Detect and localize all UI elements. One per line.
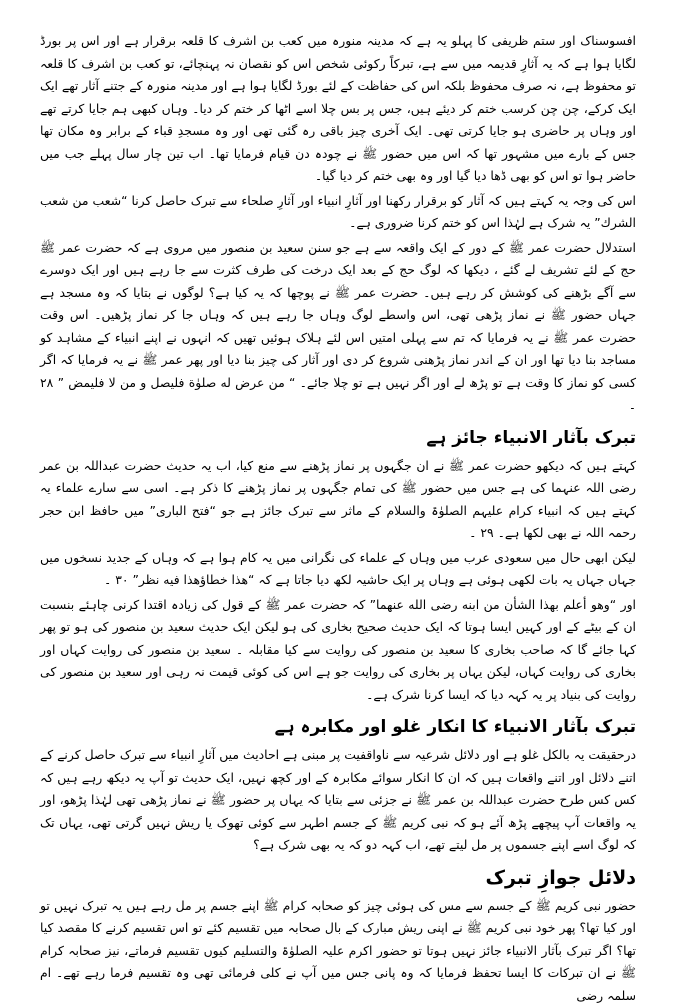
paragraph: اس کی وجہ یہ کہتے ہیں کہ آثار کو برقرار رکھنا اور آثارِ انبیاء اور آثارِ صلحاء سے تبرک حاصل کرنا “شعب من شعب الشرك” یہ شرک ہے لہٰذا اس کو ختم کرنا ضروری ہے۔ xyxy=(40,190,636,235)
paragraph: حضور نبی کریم ﷺ کے جسم سے مس کی ہوئی چیز کو صحابہ کرام ﷺ اپنے جسم پر مل رہے ہیں یہ تبرک نہیں تو اور کیا تھا؟ پھر خود نبی کریم ﷺ نے اپنی ریش مبارک کے بال صحابہ میں تقسیم کئے تو اس تقسیم کرنے کا مقصد کیا تھا؟ اگر تبرک بآثار الانبیاء جائز نہیں ہوتا تو حضور اکرم علیہ الصلوٰۃ والتسلیم کیوں تقسیم فرماتے، نیز صحابہ کرام ﷺ نے ان تبرکات کا ایسا تحفظ فرمایا کہ وہ پانی جس میں آپ نے کلی فرمائی تھی وہ تقسیم فرما رہے تھے۔ ام سلمہ رضی xyxy=(40,895,636,1007)
paragraph: کہتے ہیں کہ دیکھو حضرت عمر ﷺ نے ان جگہوں پر نماز پڑھنے سے منع کیا، اب یہ حدیث حضرت عبداللہ بن عمر رضی اللہ عنہما کی ہے جس میں حضور ﷺ کی تمام جگہوں پر نماز پڑھنے کا ذکر ہے۔ اسی سے سارے علماء یہ کہتے ہیں کہ انبیاء کرام علیہم الصلوٰۃ والسلام کے ماثر سے تبرک جائز ہے جو “فتح الباری” میں حافظ ابن حجر رحمہ اللہ نے بھی لکھا ہے۔ ۲۹ ۔ xyxy=(40,455,636,545)
paragraph: درحقیقت یہ بالکل غلو ہے اور دلائل شرعیہ سے ناواقفیت پر مبنی ہے احادیث میں آثارِ انبیاء سے تبرک حاصل کرنے کے اتنے دلائل اور اتنے واقعات ہیں کہ ان کا انکار سوائے مکابرہ کے اور کچھ نہیں، ایک حدیث تو آپ یہ دیکھ رہے ہیں کہ کس کس طرح حضرت عبداللہ بن عمر ﷺ نے جزئی سے بتایا کہ یہاں پر حضور ﷺ نے نماز پڑھی تھی لہٰذا پڑھو، اور یہ واقعات آپ پیچھے پڑھ آئے ہو کہ نبی کریم ﷺ کے جسم اطہر سے کوئی تھوک یا ریش نہیں گرتی تھی، یہاں تک کہ لوگ اسے اپنے جسموں پر مل لیتے تھے، اب کہہ دو کہ یہ بھی شرک ہے؟ xyxy=(40,744,636,857)
section-heading: دلائل جوازِ تبرک xyxy=(40,863,636,893)
section-heading: تبرک بآثار الانبیاء جائز ہے xyxy=(40,423,636,453)
paragraph: اور “وهو أعلم بهذا الشأن من ابنه رضى الله عنهما” کہ حضرت عمر ﷺ کے قول کی زیادہ اقتدا کرنی چاہئے بنسبت ان کے بیٹے کے اور کہیں ایسا ہوتا کہ ایک حدیث صحیح بخاری کی ہو لیکن ایک حدیث سعید بن منصور کی ہو تو پھر کہا جائے گا کہ صاحب بخاری کا سعید بن منصور کی روایت سے کیا مقابلہ ۔ سعید بن منصور کی روایت کہاں اور بخاری کی روایت کہاں، لیکن یہاں پر بخاری کی روایت جو ہے اس کی کوئی قیمت نہ رہی اور سعید بن منصور کی روایت کی بنیاد پر یہ کہہ دیا کہ ایسا کرنا شرک ہے۔ xyxy=(40,594,636,707)
paragraph: افسوسناک اور ستم ظریفی کا پہلو یہ ہے کہ مدینہ منورہ میں کعب بن اشرف کا قلعہ برقرار ہے اور اس پر بورڈ لگایا ہوا ہے کہ یہ آثارِ قدیمہ میں سے ہے، تبرکاً رکوئی شخص اس کو نقصان نہ پہنچائے، تو کعب بن اشرف کا قلعہ تو محفوظ ہے، نہ صرف محفوظ بلکہ اس کی حفاظت کے لئے بورڈ لگایا ہوا ہے اور مدینہ منورہ کے جتنے آثار تھے ایک ایک کرکے، چن چن کرسب ختم کر دیئے ہیں، جس پر بس چلا اسے اٹھا کر ختم کر دیا۔ وہاں کبھی ہم جایا کرتے تھے اور وہاں پر حاضری ہو جایا کرتی تھی۔ ایک آخری چیز باقی رہ گئی تھی اور وہ مسجدِ قباء کے برابر وہ مکان تھا جس کے بارے میں مشہور تھا کہ اس میں حضور ﷺ نے چودہ دن قیام فرمایا تھا۔ اب تین چار سال پہلے جب میں حاضر ہوا تو اس کو بھی ڈھا دیا گیا اور وہ بھی ختم کر دیا گیا۔ xyxy=(40,30,636,188)
section-heading: تبرک بآثار الانبیاء کا انکار غلو اور مکابرہ ہے xyxy=(40,712,636,742)
paragraph: لیکن ابھی حال میں سعودی عرب میں وہاں کے علماء کی نگرانی میں یہ کام ہوا ہے کہ وہاں کے جدید نسخوں میں جہاں جہاں یہ بات لکھی ہوئی ہے وہاں پر ایک حاشیہ لکھ دیا جاتا ہے کہ “هذا خطاؤهذا فيه نظر” ۳۰ ۔ xyxy=(40,547,636,592)
paragraph: استدلال حضرت عمر ﷺ کے دور کے ایک واقعہ سے ہے جو سنن سعید بن منصور میں مروی ہے کہ حضرت عمر ﷺ حج کے لئے تشریف لے گئے ، دیکھا کہ لوگ حج کے بعد ایک درخت کی طرف کثرت سے جا رہے ہیں اور ایک دوسرے سے آگے بڑھنے کی کوشش کر رہے ہیں۔ حضرت عمر ﷺ نے پوچھا کہ یہ کیا ہے؟ لوگوں نے بتایا کہ وہ مسجد ہے جہاں حضور ﷺ نے نماز پڑھی تھی، اس واسطے لوگ وہاں جا رہے ہیں کہ وہاں جا کر نماز پڑھیں۔ اس وقت حضرت عمر ﷺ نے یہ فرمایا کہ تم سے پہلی امتیں اس لئے ہلاک ہوئیں تھیں کہ انہوں نے اپنے انبیاء کے مشاہد کو مساجد بنا دیا تھا اور ان کے اندر نماز پڑھنی شروع کر دی اور آثار کی چیز بنا دیا اور پھر عمر ﷺ نے یہ فرمایا کہ اگر کسی کو نماز کا وقت ہے تو پڑھ لے اور اگر نہیں ہے تو چلا جائے۔ “ من عرض له صلوٰة فليصل و من لا فليمض ” ۲۸ ۔ xyxy=(40,237,636,417)
